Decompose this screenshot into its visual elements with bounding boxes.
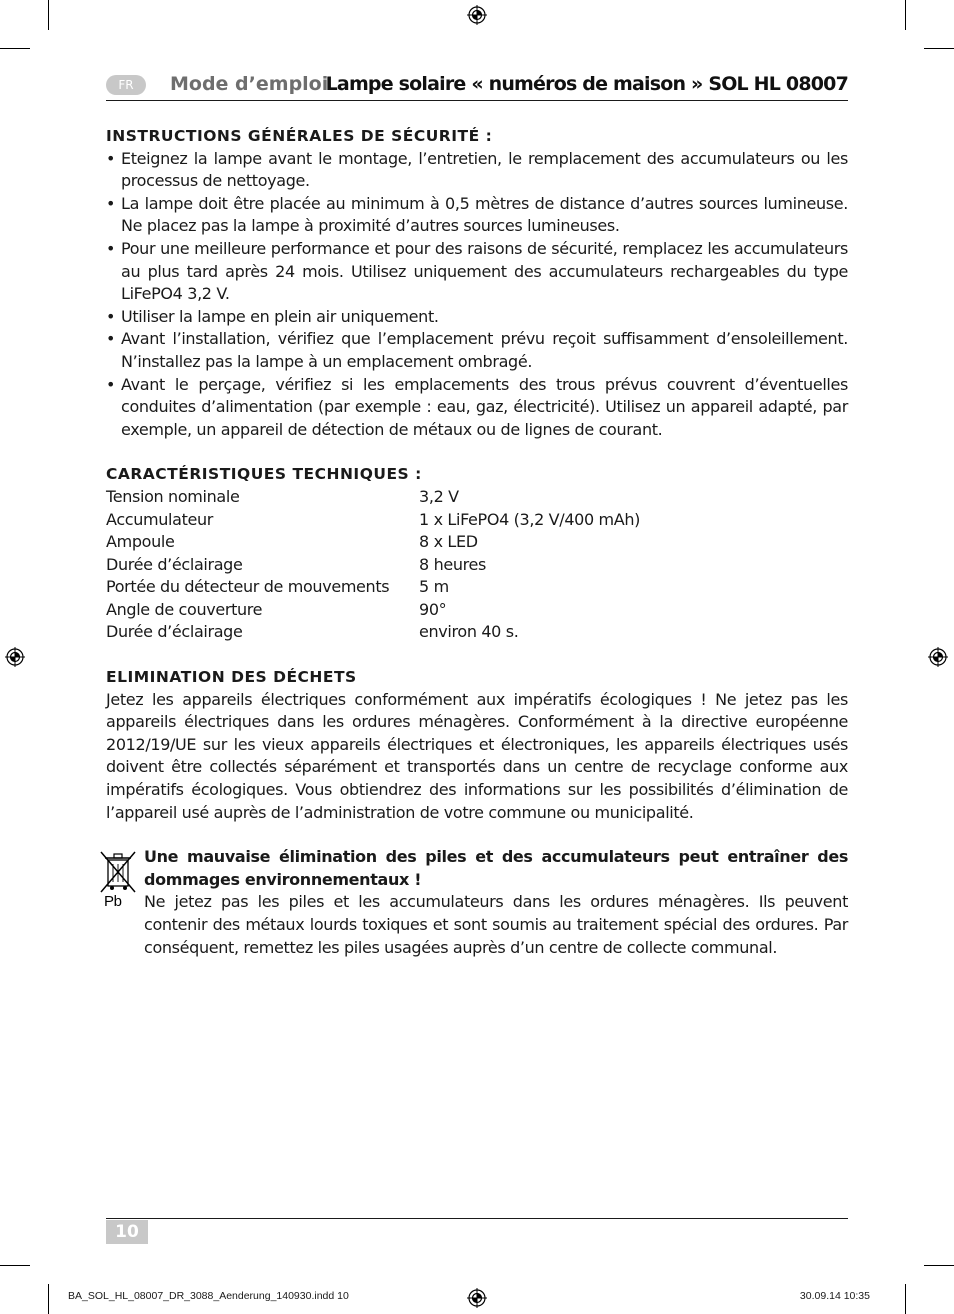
- spec-label: Angle de couverture: [106, 599, 263, 619]
- crossed-bin-icon: [98, 848, 138, 908]
- spec-label: Tension nominale: [106, 486, 240, 506]
- safety-title: INSTRUCTIONS GÉNÉRALES DE SÉCURITÉ :: [106, 127, 493, 145]
- battery-pb-label: Pb: [104, 893, 122, 909]
- page-header: [106, 72, 848, 101]
- spec-value: 3,2 V: [419, 486, 459, 506]
- disposal-title: ELIMINATION DES DÉCHETS: [106, 668, 357, 687]
- registration-mark-icon: [466, 1287, 488, 1309]
- spec-label: Accumulateur: [106, 509, 214, 529]
- safety-item: • La lampe doit être placée au minimum à 0,5 mètres de distance d’autres sources lumineuse. Ne placez pas la lampe à proximité d’autres sources lumineuses.: [106, 193, 848, 238]
- spec-row: [106, 621, 848, 644]
- spec-row: [106, 599, 848, 622]
- spec-value: 8 x LED: [419, 532, 478, 552]
- disposal-text: Jetez les appareils électriques conformément aux impératifs écologiques ! Ne jetez pas les appareils électriques dans les ordures ménagères. Conformément à la directive européenne 2012/19/UE sur les vieux appareils électriques et électroniques, les appareils électriques usés doivent être collectés séparément et transportés dans un centre de recyclage conforme aux impératifs écologiques. Vous obtiendrez des informations sur les possibilités d’élimination de l’appareil usé auprès de l’administration de votre commune ou municipalité.: [106, 689, 848, 822]
- crop-mark: [48, 0, 49, 30]
- safety-item: • Utiliser la lampe en plein air uniquement.: [106, 306, 848, 329]
- spec-row: [106, 531, 848, 554]
- crop-mark: [0, 1265, 30, 1266]
- spec-value: 1 x LiFePO4 (3,2 V/400 mAh): [419, 509, 641, 529]
- spec-value: 90°: [419, 599, 447, 619]
- spec-value: environ 40 s.: [419, 622, 519, 642]
- registration-mark-icon: [466, 4, 488, 26]
- spec-label: Durée d’éclairage: [106, 554, 243, 574]
- safety-item: • Avant l’installation, vérifiez que l’emplacement prévu reçoit suffisamment d’ensoleillement. N’installez pas la lampe à un emplacement ombragé.: [106, 328, 848, 373]
- spec-row: [106, 509, 848, 532]
- spec-row: [106, 486, 848, 509]
- registration-mark-icon: [4, 646, 26, 668]
- crop-mark: [905, 1284, 906, 1314]
- spec-value: 5 m: [419, 577, 449, 597]
- crop-mark: [0, 48, 30, 49]
- language-badge: FR: [106, 75, 146, 95]
- footer-divider: [106, 1218, 848, 1219]
- spec-row: [106, 554, 848, 577]
- battery-warning: Une mauvaise élimination des piles et des accumulateurs peut entraîner des dommages environnementaux !: [144, 847, 848, 889]
- spec-value: 8 heures: [419, 554, 486, 574]
- spec-label: Portée du détecteur de mouvements: [106, 577, 390, 597]
- header-mode-title: Mode d’emploi: [170, 73, 329, 95]
- page-number: 10: [106, 1220, 148, 1244]
- crop-mark: [48, 1284, 49, 1314]
- spec-row: [106, 576, 848, 599]
- safety-item: • Pour une meilleure performance et pour des raisons de sécurité, remplacez les accumulateurs au plus tard après 24 mois. Utilisez uniquement des accumulateurs rechargeables du type LiFePO4 3,2 V.: [106, 238, 848, 306]
- specs-table: [106, 486, 848, 644]
- print-slug-file: BA_SOL_HL_08007_DR_3088_Aenderung_140930.indd 10: [68, 1290, 349, 1302]
- crop-mark: [924, 1265, 954, 1266]
- page-content: [106, 125, 848, 959]
- registration-mark-icon: [927, 646, 949, 668]
- print-slug-date: 30.09.14 10:35: [799, 1290, 870, 1302]
- battery-text: Ne jetez pas les piles et les accumulateurs dans les ordures ménagères. Ils peuvent contenir des métaux lourds toxiques et sont soumis au traitement spécial des ordures. Par conséquent, remettez les piles usagées auprès d’un centre de collecte communal.: [144, 892, 848, 957]
- spec-label: Ampoule: [106, 532, 175, 552]
- crop-mark: [905, 0, 906, 30]
- battery-disposal-block: [106, 846, 848, 959]
- crop-mark: [924, 48, 954, 49]
- safety-item: • Avant le perçage, vérifiez si les emplacements des trous prévus couvrent d’éventuelles conduites d’alimentation (par exemple : eau, gaz, électricité). Utilisez un appareil adapté, par exemple, un appareil de détection de métaux ou de lignes de courant.: [106, 374, 848, 442]
- spec-label: Durée d’éclairage: [106, 622, 243, 642]
- safety-item: • Eteignez la lampe avant le montage, l’entretien, le remplacement des accumulateurs ou les processus de nettoyage.: [106, 148, 848, 193]
- header-product-title: Lampe solaire « numéros de maison » SOL HL 08007: [325, 73, 848, 95]
- specs-title: CARACTÉRISTIQUES TECHNIQUES :: [106, 465, 422, 484]
- safety-list: [106, 148, 848, 442]
